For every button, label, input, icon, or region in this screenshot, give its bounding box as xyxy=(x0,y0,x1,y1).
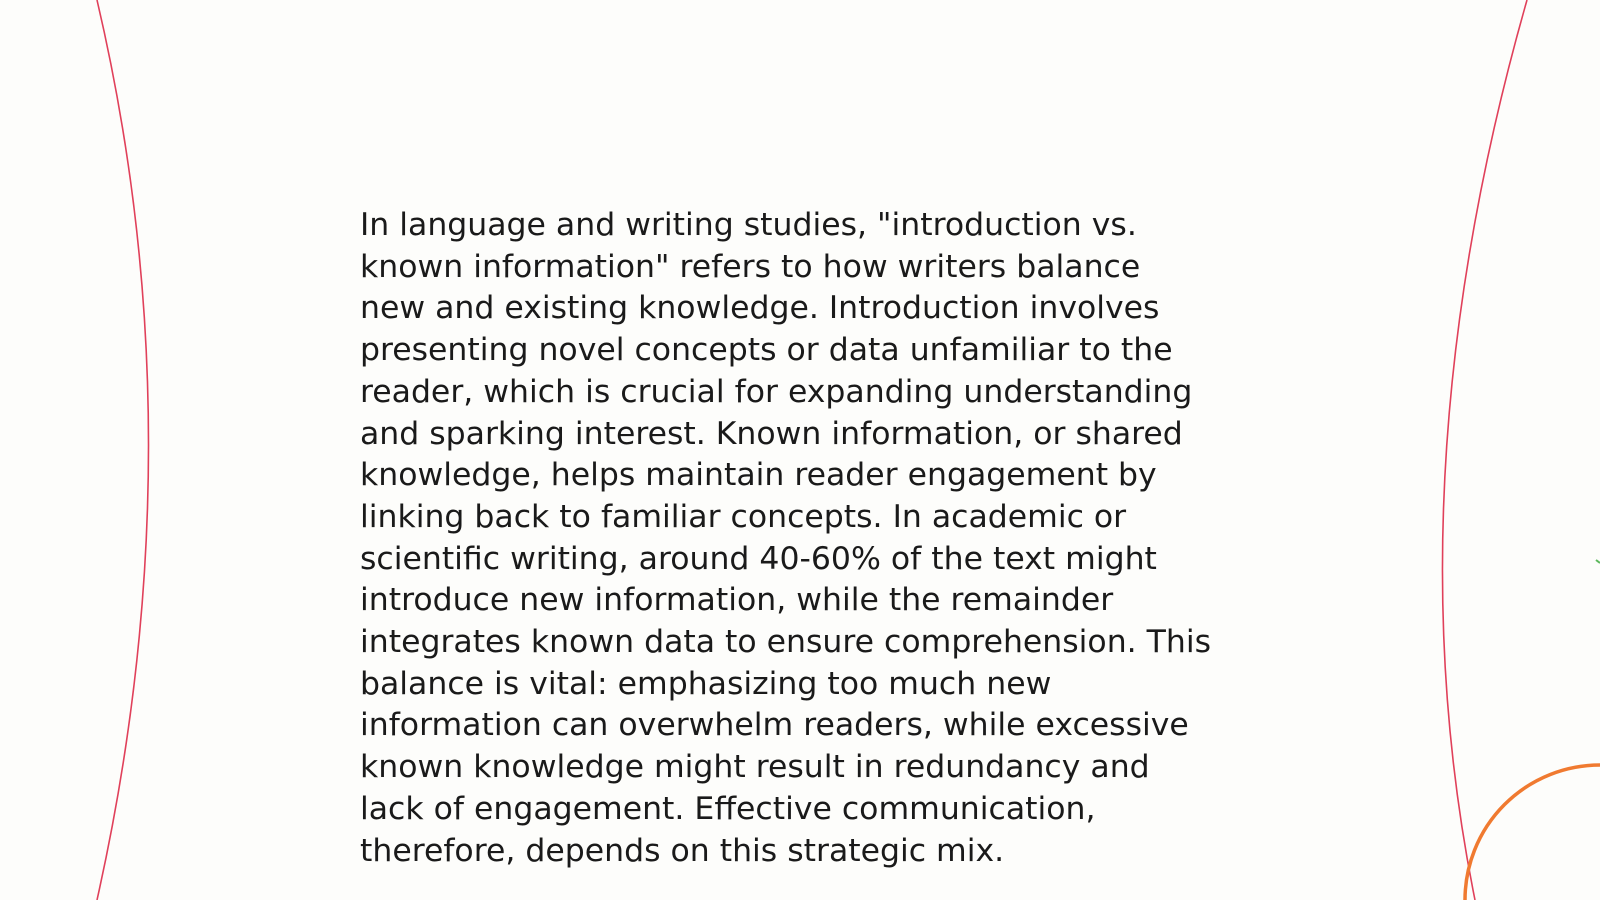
green-accent-mark xyxy=(1596,560,1600,563)
orange-arc xyxy=(1465,765,1600,900)
left-red-curve xyxy=(97,0,149,900)
right-red-curve xyxy=(1442,0,1527,900)
body-paragraph: In language and writing studies, "introduction vs. known information" refers to how writers balance new and existing knowledge. Introduction involves presenting novel concepts or data unfamiliar to the reader, which is crucial for expanding understanding and sparking interest. Known information, or shared knowledge, helps maintain reader engagement by linking back to familiar concepts. In academic or scientific writing, around 40-60% of the text might introduce new information, while the remainder integrates known data to ensure comprehension. This balance is vital: emphasizing too much new information can overwhelm readers, while excessive known knowledge might result in redundancy and lack of engagement. Effective communication, therefore, depends on this strategic mix. xyxy=(360,207,1212,869)
